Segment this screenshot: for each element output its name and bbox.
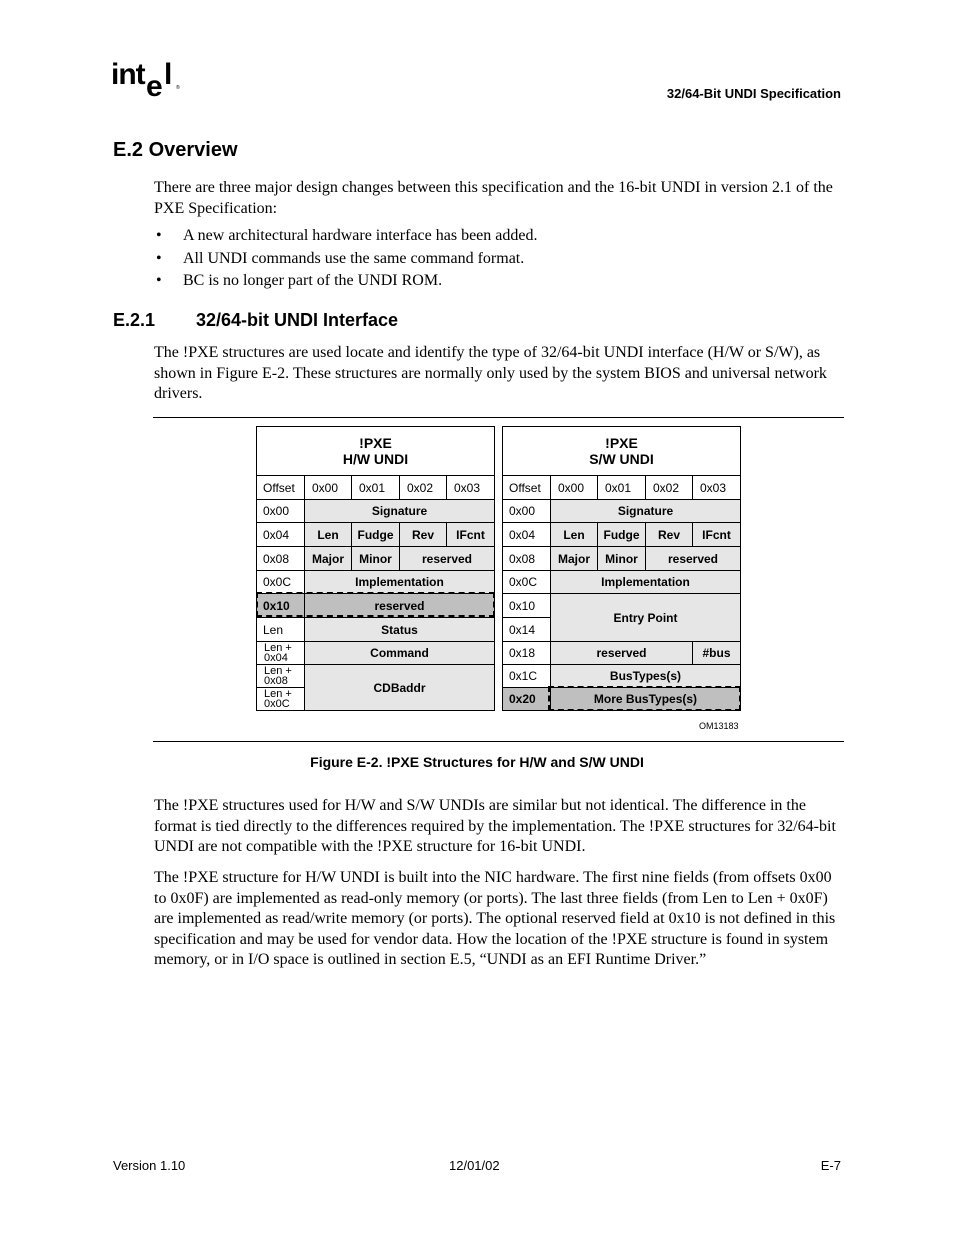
sw-field-bus-count: #bus: [693, 642, 740, 665]
sw-offset: 0x04: [503, 523, 551, 547]
sw-header-col0: 0x00: [551, 476, 598, 500]
sw-table-title: [503, 427, 740, 476]
hw-title-line2: H/W UNDI: [342, 451, 409, 467]
hw-field-cdbaddr: CDBaddr: [305, 665, 494, 710]
sw-field-signature: Signature: [551, 500, 740, 523]
figure-bottom-rule: [153, 741, 844, 742]
hw-field-signature: Signature: [305, 500, 494, 523]
hw-offset: Len: [257, 618, 305, 642]
hw-field-minor: Minor: [352, 547, 400, 571]
design-changes-list: [154, 225, 537, 293]
footer-page-number: E-7: [820, 1158, 841, 1173]
body-paragraph-2: The !PXE structure for H/W UNDI is built into the NIC hardware. The first nine fields (from offsets 0x00 to 0x0F) are implemented as read-only memory (or ports). The last three fields (from Len to Len + 0x0F) are implemented as read/write memory (or ports). The optional reserved field at 0x10 is not defined in this specification and may be used for vendor data. How the location of the !PXE structure is found in system memory, or in I/O space is outlined in section E.5, “UNDI as an EFI Runtime Driver.”: [154, 869, 836, 968]
figure-caption: Figure E-2. !PXE Structures for H/W and S/W UNDI: [310, 754, 644, 770]
document-title: 32/64-Bit UNDI Specification: [666, 86, 841, 101]
hw-offset: 0x08: [257, 547, 305, 571]
hw-table-title: [257, 427, 494, 476]
hw-offset-line2: 0x08: [264, 675, 288, 687]
hw-undi-table: [256, 426, 495, 711]
hw-offset-line1: Len +: [264, 688, 292, 700]
hw-header-offset: Offset: [257, 476, 305, 500]
subsection-intro: The !PXE structures are used locate and identify the type of 32/64-bit UNDI interface (H/W or S/W), as shown in Figure E-2. These structures are normally only used by the system BIOS and universal network drivers.: [154, 344, 827, 402]
hw-field-len: Len: [305, 523, 352, 547]
svg-text:l: l: [164, 58, 173, 91]
section-intro: There are three major design changes between this specification and the 16-bit UNDI in version 2.1 of the PXE Specification:: [154, 179, 833, 217]
hw-title-line1: !PXE: [359, 435, 392, 451]
intel-logo: [111, 58, 183, 102]
sw-offset: 0x10: [503, 594, 551, 618]
sw-field-implementation: Implementation: [551, 571, 740, 594]
sw-header-col2: 0x02: [646, 476, 693, 500]
sw-title-line1: !PXE: [605, 435, 638, 451]
footer-version: Version 1.10: [113, 1158, 186, 1173]
sw-field-ifcnt: IFcnt: [693, 523, 740, 547]
hw-field-major: Major: [305, 547, 352, 571]
hw-offset: 0x04: [257, 523, 305, 547]
sw-offset: 0x1C: [503, 665, 551, 688]
subsection-title: 32/64-bit UNDI Interface: [196, 310, 399, 330]
sw-offset: 0x18: [503, 642, 551, 665]
hw-offset: [257, 642, 305, 665]
sw-offset: 0x0C: [503, 571, 551, 594]
svg-text:int: int: [111, 58, 145, 91]
sw-header-offset: Offset: [503, 476, 551, 500]
hw-offset-line1: Len +: [264, 665, 292, 677]
hw-field-reserved: reserved: [400, 547, 494, 571]
hw-field-ifcnt: IFcnt: [447, 523, 494, 547]
hw-field-rev: Rev: [400, 523, 447, 547]
sw-field-more-bustypes: More BusTypes(s): [551, 688, 740, 710]
sw-field-rev: Rev: [646, 523, 693, 547]
sw-header-col3: 0x03: [693, 476, 740, 500]
hw-offset: [257, 688, 305, 710]
section-heading: E.2 Overview: [113, 139, 238, 161]
hw-header-col2: 0x02: [400, 476, 447, 500]
hw-offset-line1: Len +: [264, 642, 292, 654]
list-item: • BC is no longer part of the UNDI ROM.: [154, 270, 537, 293]
sw-field-major: Major: [551, 547, 598, 571]
hw-offset-line2: 0x0C: [264, 698, 290, 710]
hw-field-reserved-optional: reserved: [305, 594, 494, 618]
sw-title-line2: S/W UNDI: [589, 451, 654, 467]
sw-field-len: Len: [551, 523, 598, 547]
list-item: • A new architectural hardware interface has been added.: [154, 225, 537, 248]
hw-field-implementation: Implementation: [305, 571, 494, 594]
sw-undi-table: [502, 426, 741, 711]
sw-field-reserved: reserved: [646, 547, 740, 571]
hw-field-status: Status: [305, 618, 494, 642]
hw-header-col3: 0x03: [447, 476, 494, 500]
sw-offset: 0x08: [503, 547, 551, 571]
sw-offset-optional: 0x20: [503, 688, 551, 710]
sw-header-col1: 0x01: [598, 476, 646, 500]
sw-field-entry-point: Entry Point: [551, 594, 740, 642]
figure-top-rule: [153, 417, 844, 418]
subsection-heading: [113, 310, 398, 331]
hw-header-col0: 0x00: [305, 476, 352, 500]
hw-offset: 0x00: [257, 500, 305, 523]
list-item: • All UNDI commands use the same command format.: [154, 248, 537, 271]
svg-text:e: e: [146, 70, 163, 102]
hw-offset: 0x0C: [257, 571, 305, 594]
sw-offset: 0x00: [503, 500, 551, 523]
sw-field-fudge: Fudge: [598, 523, 646, 547]
hw-field-fudge: Fudge: [352, 523, 400, 547]
sw-field-bustypes: BusTypes(s): [551, 665, 740, 688]
hw-offset-optional: 0x10: [257, 594, 305, 618]
sw-field-minor: Minor: [598, 547, 646, 571]
sw-field-reserved: reserved: [551, 642, 693, 665]
hw-field-command: Command: [305, 642, 494, 665]
body-paragraph-1: The !PXE structures used for H/W and S/W UNDIs are similar but not identical. The difference in the format is tied directly to the differences required by the implementation. The !PXE structures for 32/64-bit UNDI are not compatible with the !PXE structure for 16-bit UNDI.: [154, 797, 836, 855]
footer-date: 12/01/02: [449, 1158, 500, 1173]
hw-offset-line2: 0x04: [264, 652, 288, 664]
hw-header-col1: 0x01: [352, 476, 400, 500]
hw-offset: [257, 665, 305, 688]
svg-text:®: ®: [176, 85, 180, 91]
sw-offset: 0x14: [503, 618, 551, 642]
figure-id: OM13183: [699, 721, 739, 731]
subsection-number: E.2.1: [113, 310, 156, 330]
